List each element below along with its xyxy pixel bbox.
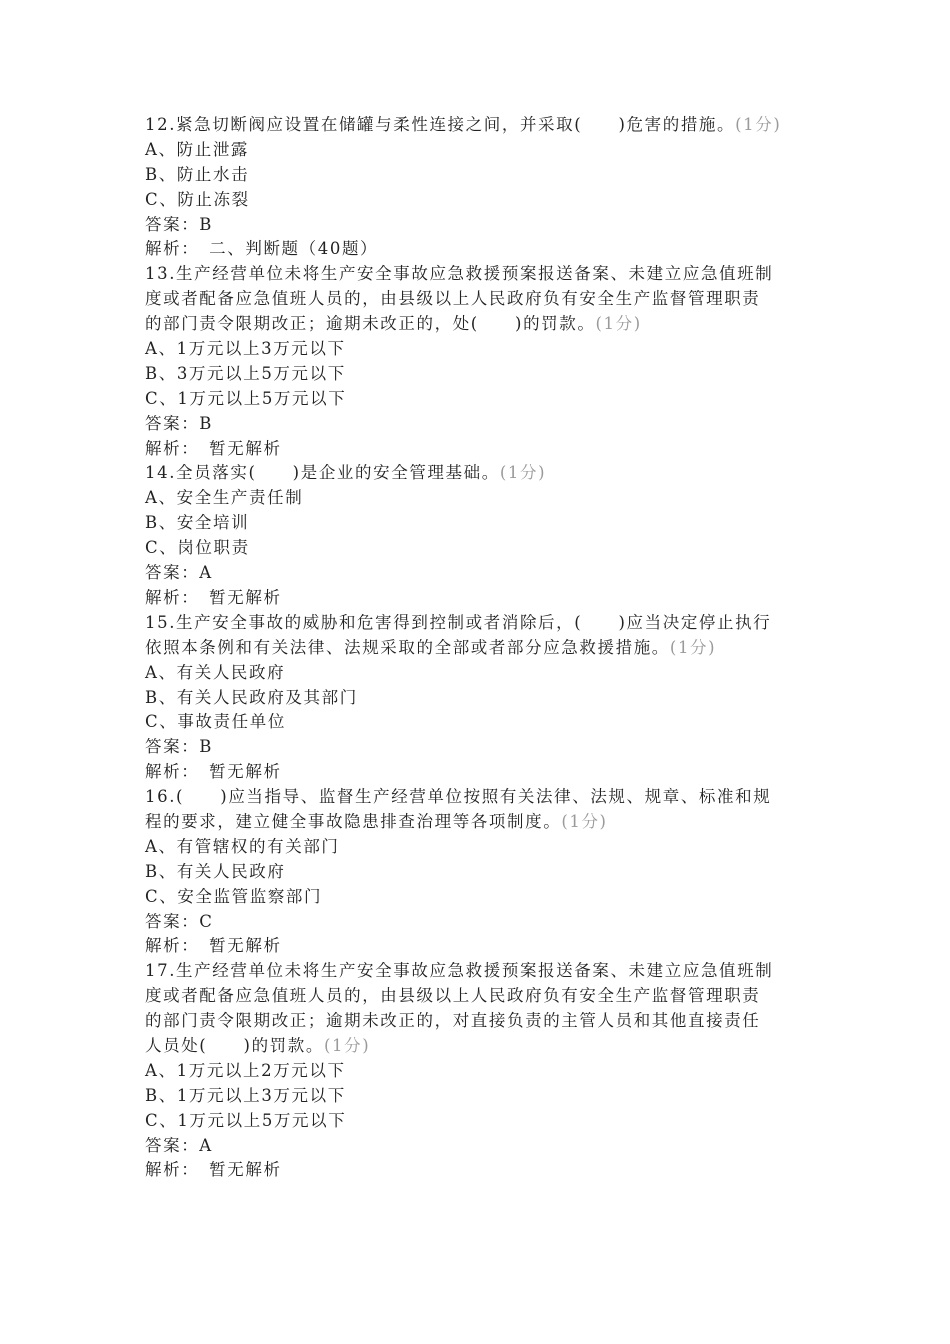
option-a: A、有关人民政府 [145, 662, 286, 682]
score-label: (1分) [323, 1035, 371, 1055]
score-label: (1分) [669, 637, 717, 657]
question-15 [145, 611, 810, 785]
analysis: 解析： 暂无解析 [145, 1160, 282, 1180]
option-b: B、1万元以上3万元以下 [145, 1085, 346, 1105]
question-text-line: 程的要求，建立健全事故隐患排查治理等各项制度。(1分) [145, 811, 608, 831]
analysis: 解析： 暂无解析 [145, 936, 282, 956]
option-c: C、岗位职责 [145, 538, 250, 558]
answer: 答案：A [145, 563, 213, 583]
option-c: C、安全监管监察部门 [145, 886, 323, 906]
option-c: C、1万元以上5万元以下 [145, 388, 347, 408]
question-text: 12.紧急切断阀应设置在储罐与柔性连接之间，并采取( )危害的措施。(1分) [145, 115, 782, 134]
question-text-line: 13.生产经营单位未将生产安全事故应急救援预案报送备案、未建立应急值班制 [145, 264, 774, 284]
analysis: 解析： 二、判断题（40题） [145, 239, 379, 259]
question-17 [145, 959, 810, 1183]
question-text-line: 人员处( )的罚款。(1分) [145, 1035, 371, 1055]
option-b: B、3万元以上5万元以下 [145, 363, 346, 383]
option-b: B、安全培训 [145, 513, 250, 533]
score-label: (1分) [595, 314, 642, 334]
option-a: A、安全生产责任制 [145, 488, 304, 508]
option-a: A、防止泄露 [145, 139, 250, 159]
question-text-line: 的部门责令限期改正；逾期未改正的，对直接负责的主管人员和其他直接责任 [145, 1011, 761, 1031]
question-text-line: 的部门责令限期改正；逾期未改正的，处( )的罚款。(1分) [145, 314, 642, 334]
question-text-line: 度或者配备应急值班人员的，由县级以上人民政府负有安全生产监督管理职责 [145, 289, 761, 309]
answer: 答案：B [145, 737, 214, 757]
score-label: (1分) [735, 115, 782, 134]
option-c: C、防止冻裂 [145, 189, 250, 209]
option-b: B、有关人民政府及其部门 [145, 687, 358, 707]
answer: 答案：B [145, 214, 214, 234]
question-13 [145, 262, 810, 461]
question-text-line: 15.生产安全事故的威胁和危害得到控制或者消除后，( )应当决定停止执行 [145, 612, 772, 632]
question-text-line: 度或者配备应急值班人员的，由县级以上人民政府负有安全生产监督管理职责 [145, 986, 761, 1006]
answer: 答案：B [145, 413, 214, 433]
question-text-line: 14.全员落实( )是企业的安全管理基础。(1分) [145, 463, 547, 483]
option-a: A、1万元以上2万元以下 [145, 1060, 346, 1080]
question-text-line: 17.生产经营单位未将生产安全事故应急救援预案报送备案、未建立应急值班制 [145, 961, 774, 981]
score-label: (1分) [499, 463, 547, 483]
option-b: B、防止水击 [145, 164, 250, 184]
option-c: C、事故责任单位 [145, 712, 286, 732]
answer: 答案：A [145, 1135, 213, 1155]
question-14 [145, 461, 810, 610]
score-label: (1分) [561, 811, 608, 831]
option-c: C、1万元以上5万元以下 [145, 1110, 347, 1130]
question-12 [145, 113, 810, 262]
analysis: 解析： 暂无解析 [145, 587, 282, 607]
option-a: A、1万元以上3万元以下 [145, 339, 346, 359]
option-b: B、有关人民政府 [145, 861, 286, 881]
analysis: 解析： 暂无解析 [145, 438, 282, 458]
analysis: 解析： 暂无解析 [145, 762, 282, 782]
option-a: A、有管辖权的有关部门 [145, 836, 340, 856]
question-16 [145, 785, 810, 959]
answer: 答案：C [145, 911, 214, 931]
question-text-line: 16.( )应当指导、监督生产经营单位按照有关法律、法规、规章、标准和规 [145, 787, 772, 807]
question-text-line: 依照本条例和有关法律、法规采取的全部或者部分应急救援措施。(1分) [145, 637, 717, 657]
